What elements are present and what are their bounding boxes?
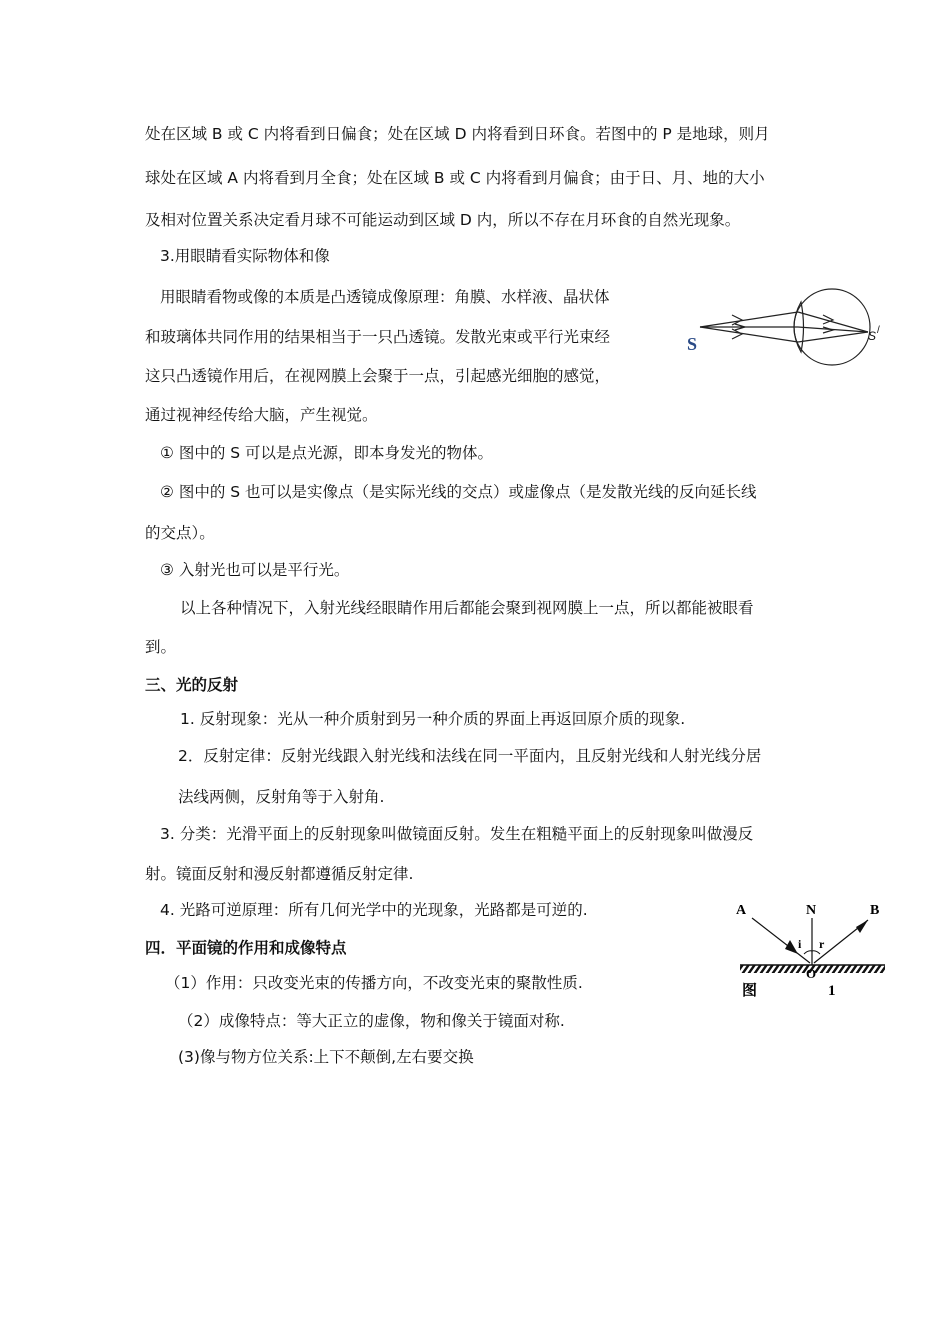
eye-diagram bbox=[680, 282, 895, 372]
paragraph-line: 这只凸透镜作用后，在视网膜上会聚于一点，引起感光细胞的感觉， bbox=[145, 367, 611, 385]
light-ray bbox=[798, 332, 868, 342]
list-item: ① 图中的 S 可以是点光源，即本身发光的物体。 bbox=[160, 444, 494, 462]
source-label-s: S bbox=[687, 334, 698, 354]
paragraph-line: 用眼睛看物或像的本质是凸透镜成像原理：角膜、水样液、晶状体 bbox=[160, 288, 610, 306]
label-a: A bbox=[736, 903, 747, 918]
reflected-arrow bbox=[856, 920, 868, 933]
reflection-diagram bbox=[728, 898, 898, 1003]
label-r: r bbox=[819, 937, 825, 951]
list-item-cont: 射。镜面反射和漫反射都遵循反射定律. bbox=[145, 865, 414, 883]
paragraph-line: 处在区域 B 或 C 内将看到日偏食；处在区域 D 内将看到日环食。若图中的 P 是地球，则月 bbox=[145, 125, 770, 143]
light-ray bbox=[700, 312, 798, 327]
section-heading-reflection: 三、光的反射 bbox=[145, 676, 239, 694]
list-item: (3)像与物方位关系:上下不颠倒,左右要交换 bbox=[178, 1048, 474, 1066]
list-item: 4. 光路可逆原理：所有几何光学中的光现象，光路都是可逆的. bbox=[160, 901, 588, 919]
label-n: N bbox=[806, 903, 817, 918]
incident-arrow bbox=[785, 940, 798, 954]
paragraph-line: 及相对位置关系决定看月球不可能运动到区域 D 内，所以不存在月环食的自然光现象。 bbox=[145, 211, 741, 229]
list-item: 3. 分类：光滑平面上的反射现象叫做镜面反射。发生在粗糙平面上的反射现象叫做漫反 bbox=[160, 825, 754, 843]
list-item: （2）成像特点：等大正立的虚像，物和像关于镜面对称. bbox=[178, 1012, 565, 1030]
reflection-angle-arc bbox=[812, 951, 820, 954]
label-b: B bbox=[870, 903, 880, 918]
list-item: ② 图中的 S 也可以是实像点（是实际光线的交点）或虚像点（是发散光线的反向延长线 bbox=[160, 483, 757, 501]
image-label-prime: / bbox=[877, 325, 880, 336]
ray-arrow bbox=[732, 329, 742, 339]
paragraph-line: 以上各种情况下，入射光线经眼睛作用后都能会聚到视网膜上一点，所以都能被眼看 bbox=[180, 599, 754, 617]
list-item: ③ 入射光也可以是平行光。 bbox=[160, 561, 350, 579]
paragraph-line: 球处在区域 A 内将看到月全食；处在区域 B 或 C 内将看到月偏食；由于日、月、地的大小 bbox=[145, 169, 765, 187]
ray-arrow bbox=[732, 315, 742, 325]
list-item-cont: 法线两侧，反射角等于入射角. bbox=[178, 788, 385, 806]
incidence-angle-arc bbox=[804, 951, 812, 954]
list-item: 2．反射定律：反射光线跟入射光线和法线在同一平面内，且反射光线和人射光线分居 bbox=[178, 747, 762, 765]
list-item-cont: 的交点）。 bbox=[145, 524, 215, 542]
paragraph-line: 到。 bbox=[145, 638, 177, 656]
paragraph-line: 通过视神经传给大脑，产生视觉。 bbox=[145, 406, 378, 424]
caption-number: 1 bbox=[828, 983, 836, 999]
caption-word: 图 bbox=[742, 981, 758, 999]
ray-arrow bbox=[823, 327, 833, 333]
light-ray bbox=[700, 327, 798, 342]
label-o: O bbox=[806, 966, 817, 981]
label-i: i bbox=[798, 937, 802, 951]
image-label-s: S bbox=[868, 329, 877, 343]
section-heading-mirror: 四．平面镜的作用和成像特点 bbox=[145, 939, 347, 957]
list-item: （1）作用：只改变光束的传播方向，不改变光束的聚散性质. bbox=[165, 974, 583, 992]
list-item: 1. 反射现象：光从一种介质射到另一种介质的界面上再返回原介质的现象. bbox=[180, 710, 686, 728]
paragraph-line: 和玻璃体共同作用的结果相当于一只凸透镜。发散光束或平行光束经 bbox=[145, 328, 611, 346]
subheading-eye: 3.用眼睛看实际物体和像 bbox=[160, 247, 330, 265]
